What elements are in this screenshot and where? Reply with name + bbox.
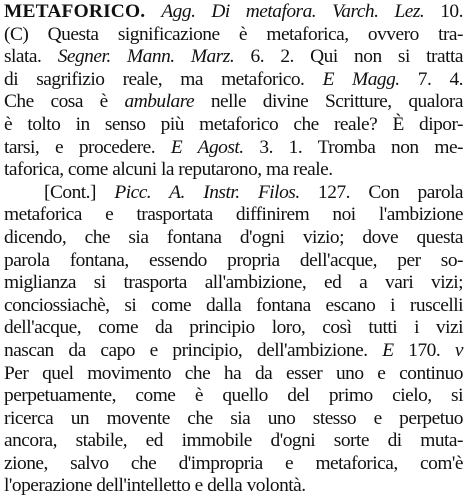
entry-line [4, 363, 463, 386]
entry-line [4, 114, 463, 137]
entry-text: metaforica e trasportata diffinirem noi l'ambizione [4, 204, 463, 226]
entry-line [4, 91, 463, 114]
entry-text: perpetuamente, come è quello del primo cielo, si [4, 385, 463, 407]
citation-text: Agg. Di metafora. Varch. Lez. [161, 1, 425, 22]
entry-text: zione, salvo che d'impropria e metaforica, com'è [4, 452, 463, 474]
entry-line [4, 1, 463, 24]
citation-text: Picc. A. Instr. Filos. [114, 181, 300, 203]
entry-line [4, 24, 463, 47]
entry-text: ricerca un movente che sia uno stesso e perpetuo [4, 407, 463, 429]
entry-line [4, 453, 463, 476]
entry-line [4, 475, 463, 498]
citation-text: E Magg. [322, 68, 400, 90]
entry-text: 6. 2. Qui non si tratta [234, 46, 463, 68]
entry-text: 3. 1. Tromba non me- [243, 136, 464, 158]
entry-text: nelle divine Scritture, qualora [194, 91, 463, 113]
headword: METAFORICO. [4, 1, 146, 22]
entry-line [4, 69, 463, 92]
entry-text: nascan da capo e principio, dell'ambizione. [4, 339, 383, 361]
dictionary-entry-metaforico [4, 1, 463, 498]
entry-text: tarsi, e procedere. [4, 136, 171, 158]
entry-text: l'operazione dell'intelletto e della volontà. [4, 475, 306, 497]
entry-line [4, 250, 463, 273]
citation-text: v [454, 339, 463, 361]
entry-text: Che cosa è [4, 91, 125, 113]
entry-text: dell'acque, come da principio loro, così tutti i vizi [4, 317, 463, 339]
entry-text: slata. [4, 46, 58, 68]
citation-text: E Agost. [170, 136, 244, 158]
entry-text: di sagrifizio reale, ma metaforico. [4, 68, 323, 90]
entry-text: è tolto in senso più metaforico che reale? È dipor- [4, 113, 463, 135]
citation-text: E [382, 339, 394, 361]
entry-line [4, 272, 463, 295]
entry-text: Per quel movimento che ha da esser uno e continuo [4, 362, 463, 384]
entry-text [145, 1, 161, 22]
entry-text: (C) Questa significazione è metaforica, ovvero tra- [4, 23, 463, 45]
entry-line [4, 46, 463, 69]
entry-line [4, 430, 463, 453]
entry-line [4, 227, 463, 250]
entry-text: miglianza si trasporta all'ambizione, ed a vari vizi; [4, 272, 463, 294]
entry-text: parola fontana, essendo propria dell'acque, per so- [4, 249, 463, 271]
entry-line [4, 137, 463, 160]
citation-text: ambulare [124, 91, 195, 113]
entry-text: ancora, stabile, ed immobile d'ogni sorte di muta- [4, 430, 463, 452]
entry-text: 10. [424, 1, 463, 22]
entry-text: taforica, come alcuni la reputarono, ma reale. [4, 159, 333, 181]
entry-text: 170. [393, 339, 455, 361]
citation-text: Segner. Mann. Marz. [57, 46, 235, 68]
entry-line [4, 159, 463, 182]
entry-text: dicendo, che sia fontana d'ogni vizio; dove questa [4, 226, 463, 248]
entry-line [4, 385, 463, 408]
entry-text: 127. Con parola [299, 181, 464, 203]
entry-line [4, 182, 463, 205]
entry-line [4, 408, 463, 431]
entry-text: 7. 4. [399, 68, 464, 90]
entry-line [4, 204, 463, 227]
entry-line [4, 317, 463, 340]
entry-text: [Cont.] [44, 181, 115, 203]
entry-line [4, 340, 463, 363]
entry-text: conciossiachè, si come dalla fontana escano i ruscelli [4, 294, 463, 316]
entry-line [4, 295, 463, 318]
